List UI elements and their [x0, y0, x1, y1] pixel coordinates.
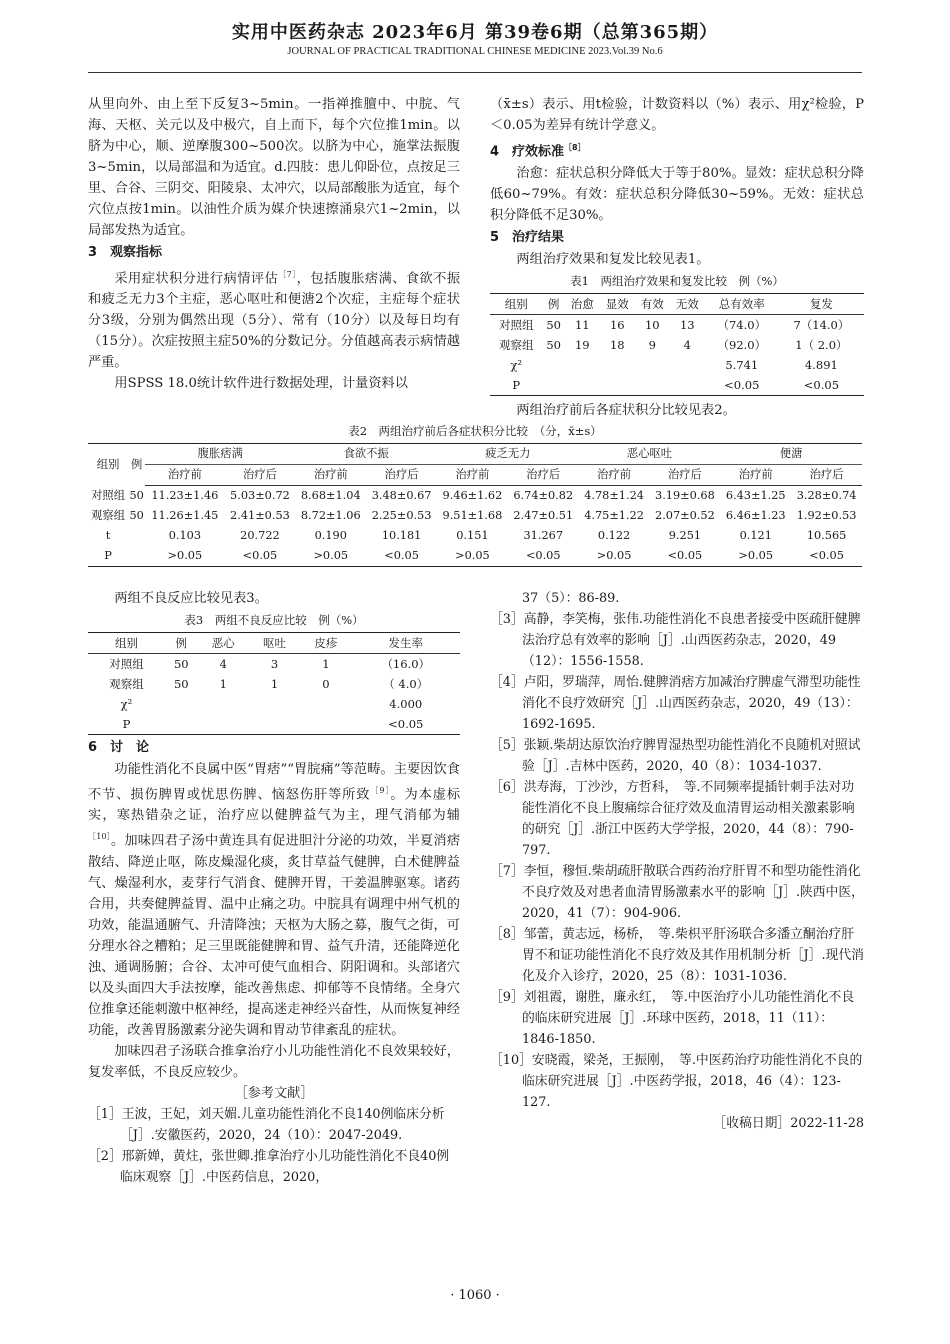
- reference-item: ［9］刘祖霞，谢胜，廉永红， 等.中医治疗小儿功能性消化不良的临床研究进展［J］.环球中医药，2018，11（11）：1846-1850.: [490, 990, 855, 1047]
- heading-results: 5 治疗结果: [490, 230, 565, 246]
- reference-item: ［6］洪寿海，丁沙沙，方哲科， 等.不同频率提插针刺手法对功能性消化不良上腹痛综合征疗效及血清胃运动相关激素影响的研究［J］.浙江中医药大学学报，2020，44（8）：790-797.: [490, 780, 855, 858]
- table2: 组别 例 腹胀痞满 食欲不振 疲乏无力 恶心呕吐 便溏 治疗前 治疗后 治疗前 治疗后 治疗前 治疗后 治疗前 治疗后 治疗前 治疗后 对照组 50 11.23±1.46 5.03±0.72 8.68±1.04 3.48±0.67 9.46±1.62 6.74±0.82 4.78±1.24 3.19±0.68 6.43±1.25 3.28±0.74 观察组 50 11.26±1.45 2.41±0.53 8.72±1.06 2.25±0.53 9.51±1.68 2.47±0.51 4.75±1.22 2.07±0.52 6.46±1.23 1.92±0.53 t 0.103 20.722 0.190 10.181 0.151 31.267 0.122 9.251 0.121 10.565 P >0.05 <0.05 >0.05 <0.05 >0.05 <0.05 >0.05 <0.05 >0.05 <0.05: [88, 443, 862, 567]
- received-date: ［收稿日期］2022-11-28: [713, 1116, 864, 1131]
- t2-symptom: 恶心呕吐: [579, 444, 721, 465]
- table2-caption: 表2 两组治疗前后各症状积分比较 （分，x̄±s）: [348, 424, 602, 438]
- table-row: P <0.05 <0.05: [490, 375, 864, 396]
- paragraph-symptom-score: 采用症状积分进行病情评估$^{[7]}$，包括腹胀痞满、食欲不振和疲乏无力3个主症，恶心呕吐和便溏2个次症，主症每个症状分3级，分别为偶然出现（5分）、常有（10分）以及每日均有（15分）。次症按照主症50%的分数记分。分值越高表示病情越严重。: [88, 270, 461, 371]
- right-column-top: [490, 94, 864, 421]
- table-row: χ² 4.000: [120, 697, 423, 711]
- header-rule: [88, 72, 862, 73]
- t2-symptom: 疲乏无力: [437, 444, 579, 465]
- reference-item: ［3］高静，李笑梅，张伟.功能性消化不良患者接受中医疏肝健脾法治疗总有效率的影响［J］.山西医药杂志，2020，49（12）：1556-1558.: [490, 612, 861, 669]
- citation: ［7］: [278, 270, 297, 279]
- references-title: ［参考文献］: [234, 1085, 314, 1101]
- t2-symptom: 腹胀痞满: [145, 444, 295, 465]
- table-row: t 0.103 20.722 0.190 10.181 0.151 31.267 0.122 9.251 0.121 10.565: [105, 529, 847, 542]
- left-column-top: [88, 94, 460, 394]
- heading-observation: 3 观察指标: [88, 245, 163, 260]
- heading-efficacy-criteria: 4 疗效标准$^{[8]}$: [490, 143, 586, 160]
- paragraph-spss: 用SPSS 18.0统计软件进行数据处理，计量资料以: [114, 376, 408, 392]
- t2-header-group: 组别: [88, 444, 128, 486]
- t1-header: 总有效率: [705, 294, 779, 315]
- page-number: · 1060 ·: [450, 1288, 500, 1303]
- t1-header: 显效: [600, 294, 635, 315]
- journal-title-en: JOURNAL OF PRACTICAL TRADITIONAL CHINESE MEDICINE 2023.Vol.39 No.6: [287, 46, 663, 57]
- right-column-bottom: [490, 588, 864, 1134]
- table-row: 观察组 50 19 18 9 4 （92.0） 1（ 2.0）: [499, 338, 848, 353]
- t1-header: 治愈: [565, 294, 600, 315]
- reference-item: ［2］邢新婵，黄炷，张世卿.推拿治疗小儿功能性消化不良40例临床观察［J］.中医药信息，2020，: [88, 1148, 450, 1185]
- paragraph-conclusion: 加味四君子汤联合推拿治疗小儿功能性消化不良效果较好，复发率低，不良反应较少。: [88, 1043, 460, 1080]
- table1: [490, 293, 864, 396]
- t1-header: 例: [543, 294, 565, 315]
- paragraph-massage-method: 从里向外、由上至下反复3~5min。一指禅推膻中、中脘、气海、天枢、关元以及中极穴，自上而下，每个穴位推1min。以脐为中心，顺、逆摩腹300~500次。以脐为中心，施掌法振腹3~5min，以局部温和为适宜。d.四肢：患儿仰卧位，点按足三里、合谷、三阴交、阳陵泉、太冲穴，以局部酸胀为适宜，每个穴位点按1min。以油性介质为媒介快速擦涌泉穴1~2min，以局部发热为适宜。: [88, 97, 460, 238]
- left-column-bottom: [88, 588, 460, 1188]
- table-row: χ² 5.741 4.891: [510, 358, 838, 373]
- table2-block: [88, 420, 862, 567]
- t2-symptom: 便溏: [720, 444, 862, 465]
- table3: 组别 例 恶心 呕吐 皮疹 发生率 对照组 50 4 3 1 （16.0） 观察组 50 1 1 0 （ 4.0） χ² 4.000 P <0.05: [88, 632, 460, 735]
- reference-item: ［7］李恒，穆恒.柴胡疏肝散联合西药治疗肝胃不和型功能性消化不良疗效及对患者血清胃肠激素水平的影响［J］.陕西中医，2020，41（7）：904-906.: [490, 864, 864, 921]
- reference-item: ［1］王波，王妃，刘天媚.儿童功能性消化不良140例临床分析［J］.安徽医药，2020，24（10）：2047-2049.: [88, 1106, 445, 1143]
- heading-discussion: 6 讨 论: [88, 740, 150, 755]
- t1-header: 复发: [779, 294, 864, 315]
- paragraph-table3-ref: 两组不良反应比较见表3。: [114, 591, 268, 606]
- table-row: 对照组 50 4 3 1 （16.0）: [109, 657, 431, 671]
- table-row: 对照组 50 11 16 10 13 （74.0） 7（14.0）: [499, 318, 850, 333]
- journal-header: [0, 18, 950, 57]
- t1-header: 组别: [490, 294, 543, 315]
- table1-caption: 表1 两组治疗效果和复发比较 例（%）: [570, 274, 784, 289]
- table-row: 观察组 50 11.26±1.45 2.41±0.53 8.72±1.06 2.25±0.53 9.51±1.68 2.47±0.51 4.75±1.22 2.07±0.52 6.46±1.23 1.92±0.53: [91, 509, 857, 522]
- paragraph-table2-ref: 两组治疗前后各症状积分比较见表2。: [516, 403, 736, 419]
- journal-title-cn: 实用中医药杂志 2023年6月 第39卷6期（总第365期）: [231, 22, 719, 43]
- citation: ［9］: [370, 786, 391, 795]
- table-row: 观察组 50 1 1 0 （ 4.0）: [109, 677, 429, 691]
- paragraph-table1-ref: 两组治疗效果和复发比较见表1。: [516, 252, 710, 268]
- t1-header: 有效: [635, 294, 670, 315]
- citation: ［8］: [564, 143, 586, 152]
- reference-item: ［10］安晓霞，梁尧，王振刚， 等.中医药治疗功能性消化不良的临床研究进展［J］.中医药学报，2018，46（4）：123-127.: [490, 1053, 863, 1110]
- paragraph-criteria: 治愈：症状总积分降低大于等于80%。显效：症状总积分降低60~79%。有效：症状总积分降低30~59%。无效：症状总积分降低不足30%。: [490, 166, 864, 224]
- paragraph-discussion: 功能性消化不良属中医“胃痞”“胃脘痛”等范畴。主要因饮食不节、损伤脾胃或忧思伤脾、恼怒伤肝等所致$^{[9]}$。为本虚标实，寒热错杂之证，治疗应以健脾益气为主，理气消郁为辅$^{[10]}$。加味四君子汤中黄连具有促进胆汁分泌的功效，半夏消痞散结、降逆止呕，陈皮燥湿化痰，炙甘草益气健脾，白术健脾益气、燥湿利水，麦芽行气消食、健脾开胃，干姜温脾驱寒。诸药合用，共奏健脾益胃、温中止痛之功。中脘具有调理中州气机的功效，能温通腑气、升清降浊；天枢为大肠之募，腹气之街，可分理水谷之糟粕；足三里既能健脾和胃、益气升清，还能降逆化浊、通调肠腑；合谷、太冲可使气血相合、阴阳调和。头部诸穴以及头面四大手法按摩，能改善焦虑、抑郁等不良情绪。全身穴位推拿还能刺激中枢神经，提高迷走神经兴奋性，从而恢复神经功能，改善胃肠激素分泌失调和胃动节律紊乱的症状。: [88, 762, 461, 1038]
- t2-header-n: 例: [128, 444, 145, 486]
- t1-header: 无效: [670, 294, 705, 315]
- paragraph-statistics: （x̄±s）表示、用t检验，计数资料以（%）表示、用χ²检验，P＜0.05为差异有统计学意义。: [490, 97, 864, 133]
- table-row: 对照组 50 11.23±1.46 5.03±0.72 8.68±1.04 3.48±0.67 9.46±1.62 6.74±0.82 4.78±1.24 3.19±0.68 6.43±1.25 3.28±0.74: [91, 488, 857, 502]
- t2-symptom: 食欲不振: [295, 444, 437, 465]
- reference-item: ［5］张颖.柴胡达原饮治疗脾胃湿热型功能性消化不良随机对照试验［J］.吉林中医药，2020，40（8）：1034-1037.: [490, 738, 861, 774]
- citation: ［10］: [88, 832, 111, 842]
- table-row: P <0.05: [88, 714, 460, 735]
- table-row: P >0.05 <0.05 >0.05 <0.05 >0.05 <0.05 >0.05 <0.05 >0.05 <0.05: [88, 546, 862, 567]
- reference-item: ［4］卢阳，罗瑞萍，周怡.健脾消痞方加减治疗脾虚气滞型功能性消化不良疗效研究［J］.山西医药杂志，2020，49（13）：1692-1695.: [490, 675, 861, 732]
- reference-continuation: 37（5）：86-89.: [522, 591, 620, 606]
- reference-item: ［8］邹蕾，黄志远，杨桥， 等.柴枳平肝汤联合多潘立酮治疗肝胃不和证功能性消化不良疗效及其作用机制分析［J］.现代消化及介入诊疗，2020，25（8）：1031-1036.: [490, 927, 864, 984]
- table3-caption: 表3 两组不良反应比较 例（%）: [184, 613, 364, 627]
